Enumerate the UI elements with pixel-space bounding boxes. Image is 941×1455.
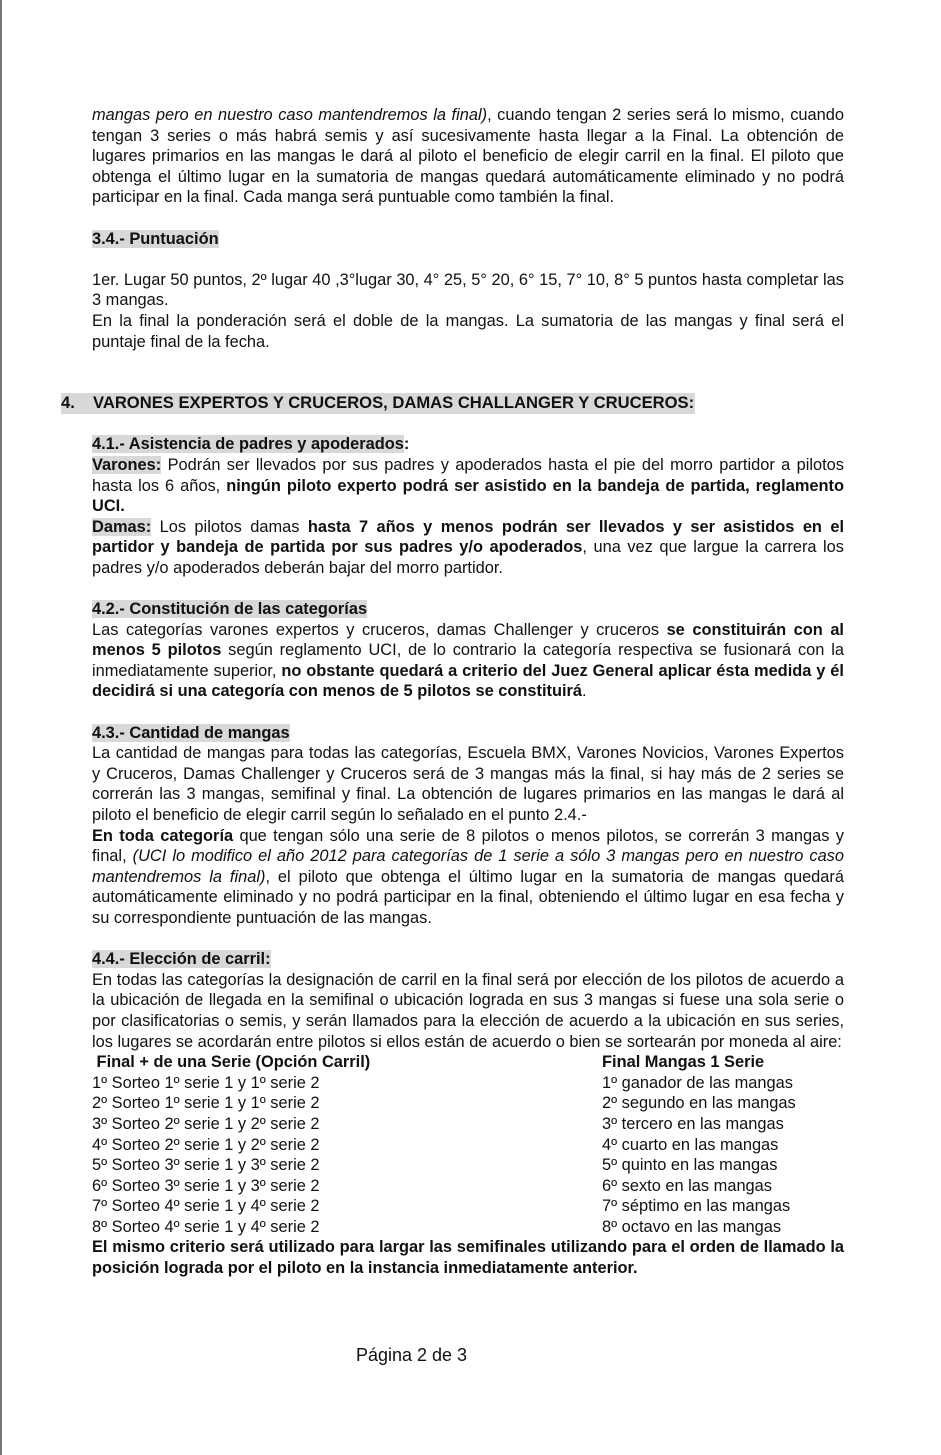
scoring-paragraph-1: 1er. Lugar 50 puntos, 2º lugar 40 ,3°lugar 30, 4° 25, 5° 20, 6° 15, 7° 10, 8° 5 puntos hasta completar las 3 mangas. — [92, 270, 844, 310]
section-4-4-heading — [92, 949, 844, 970]
section-4-heading — [61, 393, 844, 414]
lane-table-row — [92, 1176, 844, 1197]
section-4-2-title: 4.2.- Constitución de las categorías — [92, 600, 368, 619]
lane-row-right: 8º octavo en las mangas — [602, 1217, 782, 1236]
lane-row-right: 6º sexto en las mangas — [602, 1176, 772, 1195]
lane-col2-header: Final Mangas 1 Serie — [602, 1053, 765, 1072]
closing-paragraph: El mismo criterio será utilizado para largar las semifinales utilizando para el orden de llamado la posición lograda por el piloto en la instancia inmediatamente anterior. — [92, 1238, 844, 1278]
page-edge — [0, 0, 2, 1455]
damas-text: Los pilotos damas — [151, 517, 308, 536]
varones-label: Varones: — [92, 455, 162, 474]
lane-table-row — [92, 1155, 844, 1176]
categories-text-3: . — [582, 682, 587, 701]
varones-bold: ningún piloto experto podrá ser asistido en la bandeja de partida, reglamento UCI. — [92, 476, 844, 516]
lane-row-right: 2º segundo en las mangas — [602, 1094, 796, 1113]
section-4-1-colon: : — [403, 435, 410, 454]
lane-row-right: 3º tercero en las mangas — [602, 1114, 784, 1133]
section-4-2-heading — [92, 599, 844, 620]
section-4-text: VARONES EXPERTOS Y CRUCEROS, DAMAS CHALLANGER Y CRUCEROS: — [93, 393, 695, 413]
section-4-1-heading — [92, 434, 844, 455]
lane-row-left: 2º Sorteo 1º serie 1 y 1º serie 2 — [92, 1094, 320, 1113]
document-page — [61, 105, 845, 1279]
lane-table-row — [92, 1073, 844, 1094]
lane-row-right: 5º quinto en las mangas — [602, 1156, 778, 1175]
categories-text-2: según reglamento UCI, de lo contrario la categoría respectiva se fusionará con la inmediatamente superior, — [92, 641, 844, 680]
mangas-italic: (UCI lo modifico el año 2012 para categorías de 1 serie a sólo 3 mangas pero en nuestro caso mantendremos la final) — [92, 847, 844, 886]
lane-row-right: 7º séptimo en las mangas — [602, 1197, 791, 1216]
section-4-title — [61, 393, 695, 414]
damas-bold: hasta 7 años y menos podrán ser llevados y ser asistidos en el partidor y bandeja de partida por sus padres y/o apoderados — [92, 517, 845, 557]
lane-row-left: 5º Sorteo 3º serie 1 y 3º serie 2 — [92, 1156, 320, 1175]
lane-row-left: 6º Sorteo 3º serie 1 y 3º serie 2 — [92, 1176, 320, 1195]
lane-table-row — [92, 1093, 844, 1114]
categories-bold-2: no obstante quedará a criterio del Juez General aplicar ésta medida y él decidirá si una categoría con menos de 5 pilotos se constituirá — [92, 661, 844, 701]
lane-table-row — [92, 1196, 844, 1217]
section-4-4-title: 4.4.- Elección de carril: — [92, 950, 271, 969]
section-3-4-heading — [92, 229, 844, 250]
section-4-1-title: 4.1.- Asistencia de padres y apoderados — [92, 435, 404, 454]
intro-paragraph — [92, 105, 844, 208]
lane-row-right: 4º cuarto en las mangas — [602, 1135, 779, 1154]
intro-text: , cuando tengan 2 series será lo mismo, cuando tengan 3 series o más habrá semis y así sucesivamente hasta llegar a la Final. La obtención de lugares primarios en las mangas le dará al piloto el beneficio de elegir carril en la final. El piloto que obtenga el último lugar en la sumatoria de mangas quedará automáticamente eliminado y no podrá participar en la final. Cada manga será puntuable como también la final. — [92, 106, 844, 207]
lane-row-left: 7º Sorteo 4º serie 1 y 4º serie 2 — [92, 1197, 320, 1216]
lane-row-right: 1º ganador de las mangas — [602, 1073, 793, 1092]
damas-paragraph — [92, 517, 844, 579]
lane-paragraph: En todas las categorías la designación de carril en la final será por elección de los pilotos de acuerdo a la ubicación de llegada en la semifinal o ubicación lograda en sus 3 mangas si fuese una sola serie o por clasificatorias o semis, y serán llamados para la elección de acuerdo a la ubicación en sus series, los lugares se acordarán entre pilotos si ellos están de acuerdo o bien se sortearán por moneda al aire: — [92, 970, 844, 1051]
page-footer: Página 2 de 3 — [355, 1345, 468, 1365]
lane-col1-header: Final + de una Serie (Opción Carril) — [92, 1053, 371, 1072]
lane-table-row — [92, 1217, 844, 1238]
categories-bold-1: se constituirán con al menos 5 pilotos — [92, 620, 844, 660]
damas-label: Damas: — [92, 517, 152, 536]
lane-row-left: 3º Sorteo 2º serie 1 y 2º serie 2 — [92, 1114, 320, 1133]
section-4-3-heading — [92, 723, 844, 744]
damas-end: , una vez que largue la carrera los padres y/o apoderados deberán bajar del morro partidor. — [92, 538, 844, 577]
mangas-bold: En toda categoría — [92, 826, 234, 845]
lane-row-left: 4º Sorteo 2º serie 1 y 2º serie 2 — [92, 1135, 320, 1154]
varones-text: Podrán ser llevados por sus padres y apoderados hasta el pie del morro partidor a pilotos hasta los 6 años, — [92, 455, 844, 495]
scoring-paragraph-2: En la final la ponderación será el doble de la mangas. La sumatoria de las mangas y final será el puntaje final de la fecha. — [92, 311, 844, 351]
lane-row-left: 8º Sorteo 4º serie 1 y 4º serie 2 — [92, 1217, 320, 1236]
lane-table — [92, 1073, 844, 1238]
categories-text-1: Las categorías varones expertos y cruceros, damas Challenger y cruceros — [92, 620, 667, 639]
section-4-3-title: 4.3.- Cantidad de mangas — [92, 723, 290, 742]
lane-row-left: 1º Sorteo 1º serie 1 y 1º serie 2 — [92, 1073, 320, 1092]
mangas-paragraph-1: La cantidad de mangas para todas las categorías, Escuela BMX, Varones Novicios, Varones Expertos y Cruceros, Damas Challenger y Cruceros será de 3 mangas más la final, si hay más de 2 series se correrán las 3 mangas, semifinal y final. La obtención de lugares primarios en las mangas le dará al piloto el beneficio de elegir carril según lo señalado en el punto 2.4.- — [92, 744, 844, 824]
lane-table-row — [92, 1135, 844, 1156]
varones-paragraph — [92, 455, 844, 517]
mangas-paragraph-2 — [92, 826, 844, 929]
lane-table-header — [92, 1052, 844, 1073]
section-3-4-title: 3.4.- Puntuación — [92, 229, 219, 248]
section-4-number: 4. — [61, 393, 75, 413]
mangas-text-3: , el piloto que obtenga el último lugar en la sumatoria de mangas quedará automáticamente eliminado y no podrá participar en la final, obteniendo el último lugar en esa fecha y su correspondiente puntuación de las mangas. — [92, 867, 844, 927]
mangas-text-2: que tengan sólo una serie de 8 pilotos o menos pilotos, se correrán 3 mangas y final, — [92, 826, 844, 866]
intro-italic: mangas pero en nuestro caso mantendremos la final) — [92, 106, 488, 124]
categories-paragraph — [92, 620, 844, 702]
lane-table-row — [92, 1114, 844, 1135]
